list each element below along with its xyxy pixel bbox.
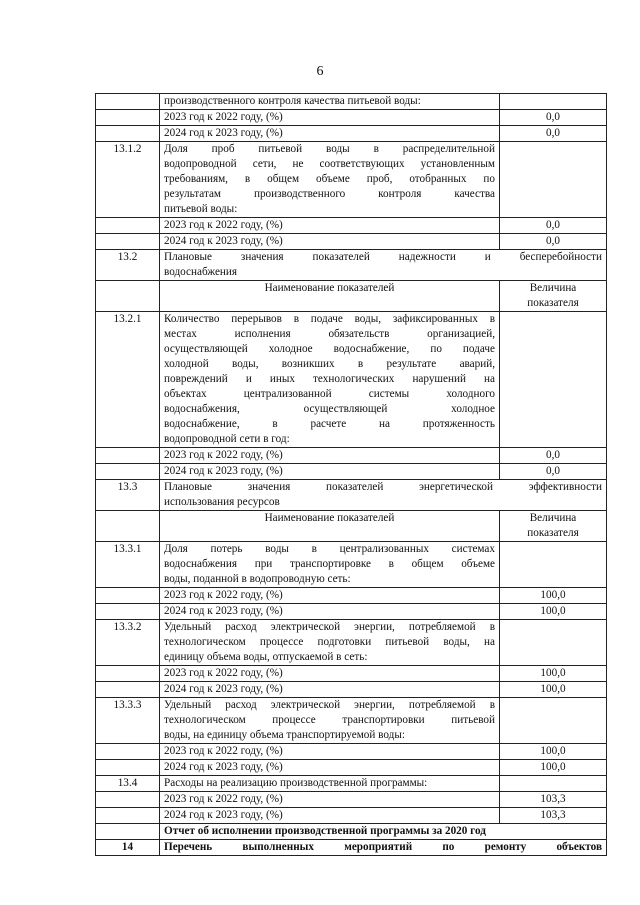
column-header-value <box>500 511 607 542</box>
table-row <box>96 218 607 234</box>
table-row <box>96 744 607 760</box>
text-line: воды, на единицу объема транспортируемой воды: <box>164 729 405 741</box>
text-line: водоснабжения при транспортировке в общем объеме <box>164 558 495 570</box>
text-line: Плановые значения показателей энергетической эффективности <box>164 481 602 493</box>
header-line: показателя <box>527 297 579 309</box>
column-header-name: Наименование показателей <box>160 511 500 542</box>
value-cell <box>500 542 607 588</box>
header-line: показателя <box>527 527 579 539</box>
section-text <box>160 312 500 448</box>
header-line: Величина <box>529 282 577 294</box>
text-line: единицу объема воды, отпускаемой в сеть: <box>164 651 368 663</box>
column-header-value <box>500 281 607 312</box>
table-row <box>96 604 607 620</box>
table-row <box>96 448 607 464</box>
section-text <box>160 142 500 218</box>
num-cell <box>96 126 160 142</box>
text-line: осуществляющей холодное водоснабжение, по подаче <box>164 343 495 355</box>
section-text <box>160 698 500 744</box>
section-text: Расходы на реализацию производственной программы: <box>160 776 500 792</box>
table-row <box>96 94 607 110</box>
indicators-table <box>95 93 607 856</box>
num-cell <box>96 808 160 824</box>
table-row <box>96 126 607 142</box>
section-number: 13.3.2 <box>96 620 160 666</box>
row-value: 0,0 <box>500 234 607 250</box>
text-line: Количество перерывов в подаче воды, зафиксированных в <box>164 313 495 325</box>
report-heading-row <box>96 824 607 840</box>
text-line: Перечень выполненных мероприятий по ремонту объектов <box>164 841 602 853</box>
row-value: 100,0 <box>500 744 607 760</box>
table-row <box>96 542 607 588</box>
value-cell <box>500 698 607 744</box>
num-cell <box>96 281 160 312</box>
text-line: водопроводной сети, не соответствующих установленным <box>164 158 495 170</box>
num-cell <box>96 682 160 698</box>
row-value: 0,0 <box>500 126 607 142</box>
num-cell <box>96 824 160 840</box>
value-cell <box>500 142 607 218</box>
num-cell <box>96 792 160 808</box>
num-cell <box>96 511 160 542</box>
text-line: местах исполнения обязательств организацией, <box>164 328 495 340</box>
row-label: 2024 год к 2023 году, (%) <box>160 682 500 698</box>
table-row <box>96 480 607 511</box>
text-line: воды, поданной в водопроводную сеть: <box>164 573 351 585</box>
section-text <box>160 620 500 666</box>
section-number: 13.3.3 <box>96 698 160 744</box>
value-cell <box>500 620 607 666</box>
row-value: 100,0 <box>500 682 607 698</box>
row-label: 2023 год к 2022 году, (%) <box>160 744 500 760</box>
row-label: 2024 год к 2023 году, (%) <box>160 126 500 142</box>
section-number: 13.2.1 <box>96 312 160 448</box>
text-line: Удельный расход электрической энергии, потребляемой в <box>164 699 495 711</box>
section-text <box>160 250 607 281</box>
table-row <box>96 312 607 448</box>
text-line: результатам производственного контроля качества <box>164 188 495 200</box>
num-cell <box>96 464 160 480</box>
text-line: технологическом процессе подготовки питьевой воды, на <box>164 636 495 648</box>
row-label: 2024 год к 2023 году, (%) <box>160 604 500 620</box>
text-line: Удельный расход электрической энергии, потребляемой в <box>164 621 495 633</box>
table-row <box>96 840 607 856</box>
num-cell <box>96 588 160 604</box>
table-row <box>96 464 607 480</box>
table-row <box>96 760 607 776</box>
page-number: 6 <box>316 64 324 79</box>
row-label: 2023 год к 2022 году, (%) <box>160 666 500 682</box>
num-cell <box>96 666 160 682</box>
table-row <box>96 808 607 824</box>
num-cell <box>96 234 160 250</box>
value-cell <box>500 312 607 448</box>
text-line: Плановые значения показателей надежности и бесперебойности <box>164 251 602 263</box>
text-line: водопроводной сети в год: <box>164 433 290 445</box>
row-label: 2024 год к 2023 году, (%) <box>160 234 500 250</box>
table-row <box>96 142 607 218</box>
table-row <box>96 792 607 808</box>
row-value: 100,0 <box>500 604 607 620</box>
section-text <box>160 542 500 588</box>
section-number: 13.3 <box>96 480 160 511</box>
text-line: водоснабжения <box>164 266 238 278</box>
table-row <box>96 250 607 281</box>
table-row <box>96 666 607 682</box>
num-cell <box>96 110 160 126</box>
text-line: Доля проб питьевой воды в распределительной <box>164 143 495 155</box>
section-number: 13.4 <box>96 776 160 792</box>
header-line: Величина <box>529 512 577 524</box>
table-row <box>96 682 607 698</box>
row-label: 2023 год к 2022 году, (%) <box>160 588 500 604</box>
row-label: 2024 год к 2023 году, (%) <box>160 760 500 776</box>
column-header-name: Наименование показателей <box>160 281 500 312</box>
section-text <box>160 480 607 511</box>
table-row <box>96 776 607 792</box>
table-row <box>96 620 607 666</box>
row-value: 0,0 <box>500 464 607 480</box>
value-cell <box>500 776 607 792</box>
text-line: объектах централизованной системы холодного <box>164 388 495 400</box>
row-value: 0,0 <box>500 448 607 464</box>
text-line: холодной воды, возникших в результате аварий, <box>164 358 495 370</box>
num-cell <box>96 604 160 620</box>
num-cell <box>96 448 160 464</box>
table-header-row <box>96 281 607 312</box>
text-line: водоснабжения, осуществляющей холодное <box>164 403 495 415</box>
row-label: 2023 год к 2022 году, (%) <box>160 110 500 126</box>
num-cell <box>96 760 160 776</box>
row-label: 2024 год к 2023 году, (%) <box>160 464 500 480</box>
table-row <box>96 110 607 126</box>
row-value: 100,0 <box>500 666 607 682</box>
row-value: 0,0 <box>500 218 607 234</box>
report-heading: Отчет об исполнении производственной программы за 2020 год <box>160 824 607 840</box>
text-line: повреждений и иных технологических нарушений на <box>164 373 495 385</box>
table-row <box>96 698 607 744</box>
row-label: 2023 год к 2022 году, (%) <box>160 792 500 808</box>
row-label: 2023 год к 2022 году, (%) <box>160 218 500 234</box>
row-label: 2023 год к 2022 году, (%) <box>160 448 500 464</box>
section-number: 14 <box>96 840 160 856</box>
table-header-row <box>96 511 607 542</box>
text-line: технологическом процессе транспортировки питьевой <box>164 714 495 726</box>
table-row <box>96 234 607 250</box>
row-value: 103,3 <box>500 792 607 808</box>
section-number: 13.1.2 <box>96 142 160 218</box>
row-value: 100,0 <box>500 588 607 604</box>
num-cell <box>96 744 160 760</box>
num-cell <box>96 218 160 234</box>
text-line: водоснабжение, в расчете на протяженность <box>164 418 495 430</box>
row-label: 2024 год к 2023 году, (%) <box>160 808 500 824</box>
table-row <box>96 588 607 604</box>
row-value: 103,3 <box>500 808 607 824</box>
text-line: требованиям, в общем объеме проб, отобранных по <box>164 173 495 185</box>
section-text <box>160 840 607 856</box>
text-line: использования ресурсов <box>164 496 280 508</box>
num-cell <box>96 94 160 110</box>
value-cell <box>500 94 607 110</box>
row-label: производственного контроля качества питьевой воды: <box>160 94 500 110</box>
row-value: 0,0 <box>500 110 607 126</box>
row-value: 100,0 <box>500 760 607 776</box>
text-line: питьевой воды: <box>164 203 238 215</box>
section-number: 13.3.1 <box>96 542 160 588</box>
section-number: 13.2 <box>96 250 160 281</box>
text-line: Доля потерь воды в централизованных системах <box>164 543 495 555</box>
